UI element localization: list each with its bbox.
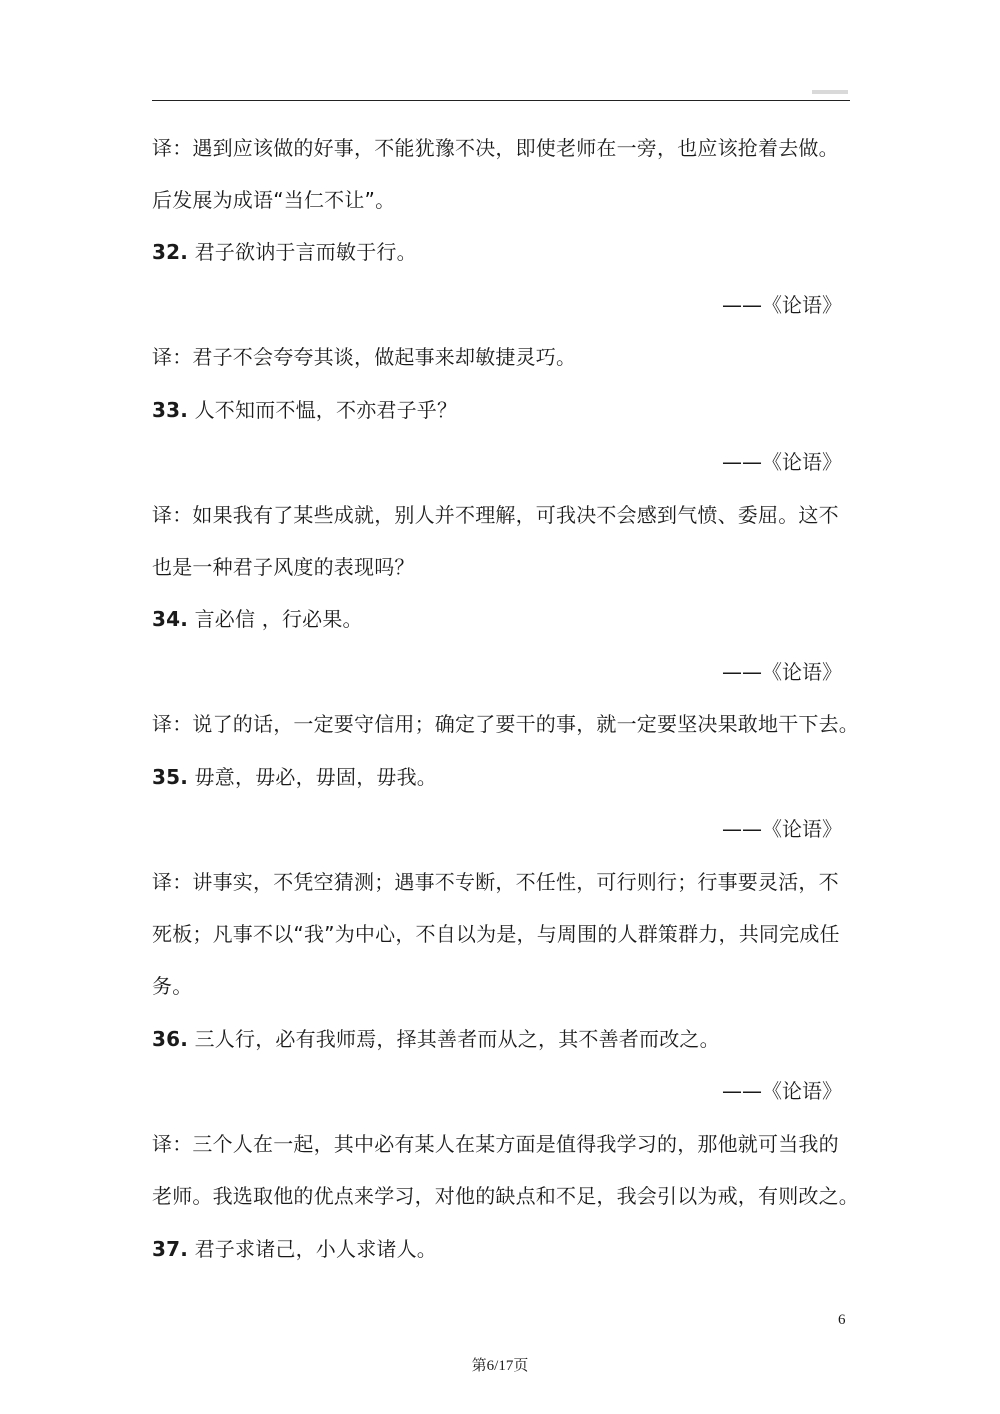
quote-32 bbox=[152, 238, 852, 266]
quote-source: ——《论语》 bbox=[722, 817, 842, 841]
quote-number: 33. bbox=[152, 398, 189, 422]
quote-text: 人不知而不愠，不亦君子乎？ bbox=[194, 398, 458, 422]
quote-source: ——《论语》 bbox=[722, 660, 842, 684]
quote-number: 34. bbox=[152, 607, 189, 631]
quote-source: ——《论语》 bbox=[722, 1079, 842, 1103]
quote-number: 37. bbox=[152, 1237, 189, 1261]
translation-line: 译：遇到应该做的好事，不能犹豫不决，即使老师在一旁，也应该抢着去做。 bbox=[152, 136, 839, 160]
translation-line: 译：君子不会夸夸其谈，做起事来却敏捷灵巧。 bbox=[152, 345, 577, 369]
quote-37 bbox=[152, 1235, 852, 1263]
quote-source: ——《论语》 bbox=[722, 450, 842, 474]
quote-text: 三人行，必有我师焉，择其善者而从之，其不善者而改之。 bbox=[194, 1027, 720, 1051]
page-number: 6 bbox=[838, 1312, 846, 1328]
quote-source: ——《论语》 bbox=[722, 293, 842, 317]
page-indicator: 第6/17页 bbox=[471, 1358, 529, 1374]
quote-36 bbox=[152, 1025, 852, 1053]
translation-line: 后发展为成语“当仁不让”。 bbox=[152, 188, 396, 212]
translation-line: 译：讲事实，不凭空猜测；遇事不专断，不任性，可行则行；行事要灵活，不 bbox=[152, 870, 839, 894]
header-mark bbox=[812, 90, 848, 94]
translation-line: 译：说了的话，一定要守信用；确定了要干的事，就一定要坚决果敢地干下去。 bbox=[152, 712, 859, 736]
quote-33 bbox=[152, 396, 852, 424]
quote-number: 36. bbox=[152, 1027, 189, 1051]
translation-line: 死板；凡事不以“我”为中心，不自以为是，与周围的人群策群力，共同完成任 bbox=[152, 922, 840, 946]
quote-text: 君子求诸己，小人求诸人。 bbox=[194, 1237, 437, 1261]
quote-text: 君子欲讷于言而敏于行。 bbox=[194, 240, 417, 264]
quote-number: 32. bbox=[152, 240, 189, 264]
translation-line: 务。 bbox=[152, 974, 193, 998]
quote-text: 毋意，毋必，毋固，毋我。 bbox=[194, 765, 437, 789]
quote-number: 35. bbox=[152, 765, 189, 789]
quote-34 bbox=[152, 605, 852, 633]
quote-text: 言必信 ，行必果。 bbox=[194, 607, 363, 631]
header-rule bbox=[152, 100, 850, 101]
quote-35 bbox=[152, 763, 852, 791]
translation-line: 也是一种君子风度的表现吗？ bbox=[152, 555, 415, 579]
translation-line: 译：如果我有了某些成就，别人并不理解，可我决不会感到气愤、委屈。这不 bbox=[152, 503, 839, 527]
translation-line: 译：三个人在一起，其中必有某人在某方面是值得我学习的，那他就可当我的 bbox=[152, 1132, 839, 1156]
translation-line: 老师。我选取他的优点来学习，对他的缺点和不足，我会引以为戒，有则改之。 bbox=[152, 1184, 859, 1208]
